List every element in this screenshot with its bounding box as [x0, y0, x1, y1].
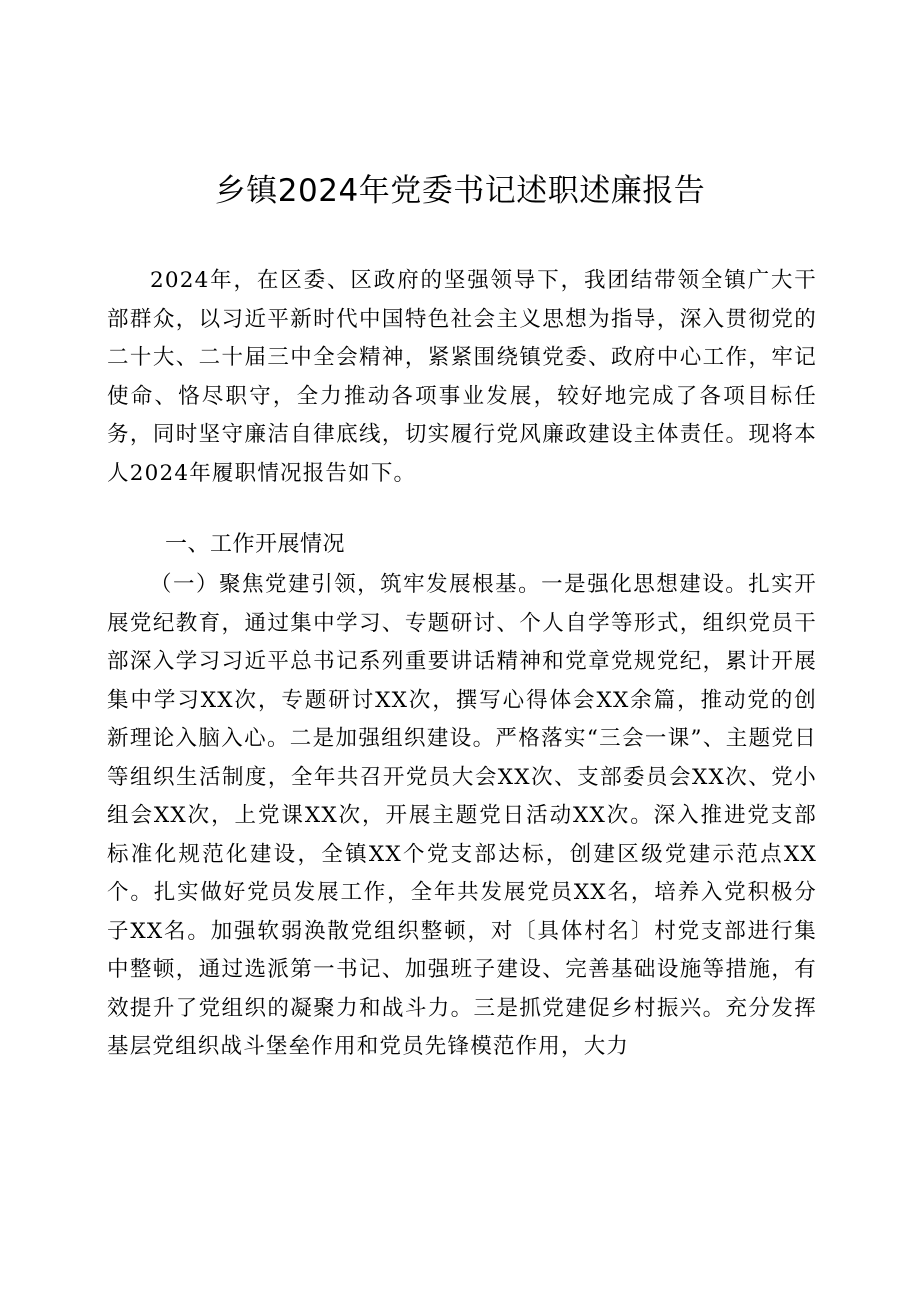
section-1-paragraph-party-building: （一）聚焦党建引领，筑牢发展根基。一是强化思想建设。扎实开展党纪教育，通过集中学习、专题研讨、个人自学等形式，组织党员干部深入学习习近平总书记系列重要讲话精神和党章党规党纪，累计开展集中学习XX次，专题研讨XX次，撰写心得体会XX余篇，推动党的创新理论入脑入心。二是加强组织建设。严格落实“三会一课”、主题党日等组织生活制度，全年共召开党员大会XX次、支部委员会XX次、党小组会XX次，上党课XX次，开展主题党日活动XX次。深入推进党支部标准化规范化建设，全镇XX个党支部达标，创建区级党建示范点XX个。扎实做好党员发展工作，全年共发展党员XX名，培养入党积极分子XX名。加强软弱涣散党组织整顿，对〔具体村名〕村党支部进行集中整顿，通过选派第一书记、加强班子建设、完善基础设施等措施，有效提升了党组织的凝聚力和战斗力。三是抓党建促乡村振兴。充分发挥基层党组织战斗堡垒作用和党员先锋模范作用，大力 [107, 572, 817, 1059]
intro-paragraph: 2024年，在区委、区政府的坚强领导下，我团结带领全镇广大干部群众，以习近平新时代中国特色社会主义思想为指导，深入贯彻党的二十大、二十届三中全会精神，紧紧围绕镇党委、政府中心工作，牢记使命、恪尽职守，全力推动各项事业发展，较好地完成了各项目标任务，同时坚守廉洁自律底线，切实履行党风廉政建设主体责任。现将本人2024年履职情况报告如下。 [107, 268, 817, 486]
document-title: 乡镇2024年党委书记述职述廉报告 [214, 173, 706, 209]
section-heading-work-status: 一、工作开展情况 [165, 532, 346, 557]
